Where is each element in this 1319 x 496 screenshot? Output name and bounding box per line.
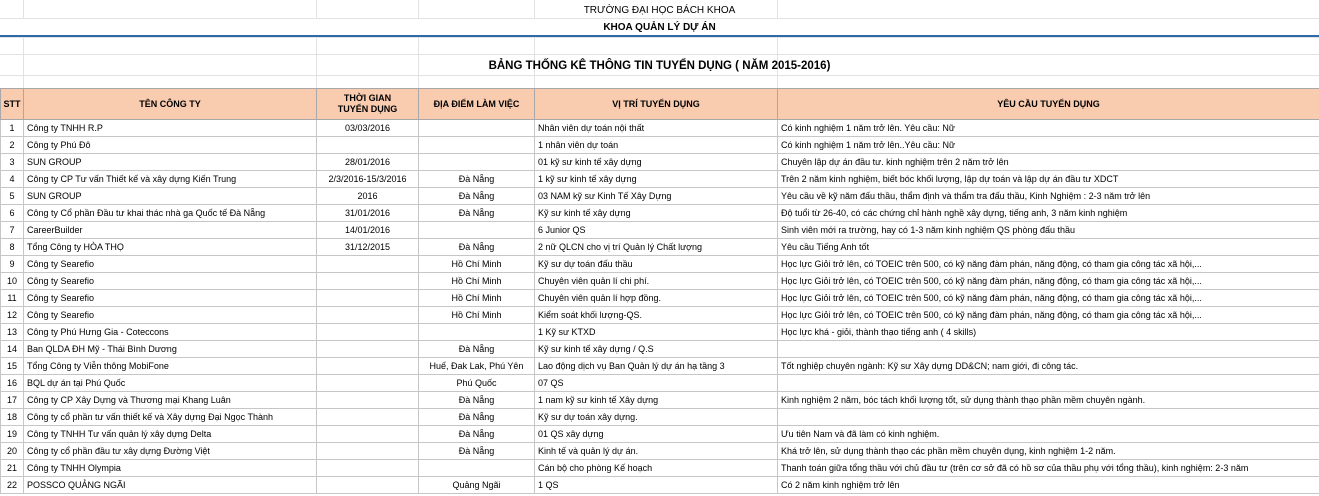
cell-requirement[interactable]: Yêu cầu Tiếng Anh tốt [778,239,1319,256]
cell-location[interactable] [419,154,535,171]
cell-requirement[interactable]: Có kinh nghiệm 1 năm trở lên..Yêu cầu: Nữ [778,137,1319,154]
cell-requirement[interactable]: Học lực Giỏi trở lên, có TOEIC trên 500, có kỹ năng đàm phán, năng động, có tham gia công tác xã hội,... [778,290,1319,307]
cell-stt[interactable]: 21 [1,460,24,477]
cell-requirement[interactable]: Yêu cầu về kỹ năm đấu thầu, thẩm định và thẩm tra đấu thầu, Kinh Nghiệm : 2-3 năm trở lên [778,188,1319,205]
cell-requirement[interactable]: Học lực Giỏi trở lên, có TOEIC trên 500, có kỹ năng đàm phán, năng động, có tham gia công tác xã hội,... [778,256,1319,273]
cell-stt[interactable]: 7 [1,222,24,239]
cell-location[interactable]: Đà Nẵng [419,239,535,256]
cell-location[interactable]: Đà Nẵng [419,392,535,409]
cell-location[interactable]: Huế, Đak Lak, Phú Yên [419,358,535,375]
cell-stt[interactable]: 17 [1,392,24,409]
cell-location[interactable] [419,120,535,137]
cell-requirement[interactable]: Sinh viên mới ra trường, hay có 1-3 năm kinh nghiệm QS phòng đấu thầu [778,222,1319,239]
table-row [1,205,1319,222]
cell-company[interactable]: BQL dự án tại Phú Quốc [24,375,317,392]
cell-time[interactable]: 14/01/2016 [317,222,419,239]
cell-location[interactable]: Hồ Chí Minh [419,273,535,290]
cell-time[interactable] [317,290,419,307]
cell-stt[interactable]: 12 [1,307,24,324]
cell-position[interactable]: Kỹ sư kinh tế xây dựng / Q.S [535,341,778,358]
cell-requirement[interactable]: Học lực khá - giỏi, thành thạo tiếng anh ( 4 skills) [778,324,1319,341]
table-row [1,239,1319,256]
cell-stt[interactable]: 19 [1,426,24,443]
cell-position[interactable]: Kỹ sư dự toán đấu thầu [535,256,778,273]
cell-position[interactable]: Kỹ sư dự toán xây dựng. [535,409,778,426]
cell-stt[interactable]: 4 [1,171,24,188]
cell-company[interactable]: Công ty TNHH R.P [24,120,317,137]
cell-stt[interactable]: 18 [1,409,24,426]
cell-location[interactable] [419,137,535,154]
col-header-stt[interactable]: STT [1,89,24,120]
cell-requirement[interactable]: Học lực Giỏi trở lên, có TOEIC trên 500, có kỹ năng đàm phán, năng động, có tham gia công tác xã hội,... [778,307,1319,324]
cell-position[interactable]: 03 NAM kỹ sư Kinh Tế Xây Dựng [535,188,778,205]
cell-stt[interactable]: 15 [1,358,24,375]
cell-company[interactable]: Công ty Searefio [24,273,317,290]
cell-requirement[interactable]: Tốt nghiệp chuyên ngành: Kỹ sư Xây dựng DD&CN; nam giới, đi công tác. [778,358,1319,375]
recruitment-table [0,88,1319,494]
cell-time[interactable] [317,358,419,375]
col-header-company[interactable]: TÊN CÔNG TY [24,89,317,120]
col-header-position[interactable]: VỊ TRÍ TUYỂN DỤNG [535,89,778,120]
table-row [1,154,1319,171]
cell-requirement[interactable]: Thanh toán giữa tổng thầu với chủ đầu tư (trên cơ sở đã có hồ sơ của thầu phụ với tổng thầu), kinh nghiệm: 2-3 năm [778,460,1319,477]
cell-location[interactable]: Đà Nẵng [419,426,535,443]
cell-position[interactable]: Nhân viên dự toán nội thất [535,120,778,137]
cell-position[interactable]: 01 QS xây dựng [535,426,778,443]
cell-stt[interactable]: 10 [1,273,24,290]
cell-company[interactable]: Tổng Công ty Viễn thông MobiFone [24,358,317,375]
table-row [1,256,1319,273]
table-row [1,358,1319,375]
cell-company[interactable]: Công ty cổ phần tư vấn thiết kế và Xây dựng Đại Ngọc Thành [24,409,317,426]
cell-requirement[interactable]: Chuyên lập dự án đầu tư. kinh nghiệm trên 2 năm trở lên [778,154,1319,171]
cell-company[interactable]: Công ty CP Xây Dựng và Thương mại Khang Luân [24,392,317,409]
cell-stt[interactable]: 9 [1,256,24,273]
cell-stt[interactable]: 13 [1,324,24,341]
table-row [1,460,1319,477]
cell-time[interactable] [317,375,419,392]
cell-location[interactable]: Quảng Ngãi [419,477,535,494]
cell-location[interactable]: Hồ Chí Minh [419,307,535,324]
cell-position[interactable]: 1 Kỹ sư KTXD [535,324,778,341]
cell-location[interactable]: Hồ Chí Minh [419,256,535,273]
cell-time[interactable]: 31/01/2016 [317,205,419,222]
cell-requirement[interactable] [778,409,1319,426]
cell-position[interactable]: Chuyên viên quản lí chi phí. [535,273,778,290]
cell-position[interactable]: 07 QS [535,375,778,392]
cell-time[interactable]: 28/01/2016 [317,154,419,171]
cell-stt[interactable]: 20 [1,443,24,460]
cell-location[interactable]: Đà Nẵng [419,443,535,460]
table-row [1,290,1319,307]
table-body [1,120,1319,494]
cell-position[interactable]: Kỹ sư kinh tế xây dựng [535,205,778,222]
cell-company[interactable]: Công ty Searefio [24,290,317,307]
cell-company[interactable]: Công ty TNHH Tư vấn quản lý xây dựng Delta [24,426,317,443]
cell-stt[interactable]: 3 [1,154,24,171]
cell-time[interactable] [317,460,419,477]
cell-position[interactable]: 6 Junior QS [535,222,778,239]
cell-company[interactable]: POSSCO QUẢNG NGÃI [24,477,317,494]
cell-requirement[interactable]: Học lực Giỏi trở lên, có TOEIC trên 500, có kỹ năng đàm phán, năng động, có tham gia công tác xã hội,... [778,273,1319,290]
cell-stt[interactable]: 14 [1,341,24,358]
cell-location[interactable] [419,222,535,239]
table-row [1,171,1319,188]
cell-requirement[interactable] [778,375,1319,392]
cell-company[interactable]: Công ty Searefio [24,307,317,324]
table-row [1,324,1319,341]
cell-stt[interactable]: 6 [1,205,24,222]
cell-requirement[interactable]: Có 2 năm kinh nghiệm trở lên [778,477,1319,494]
cell-company[interactable]: Công ty TNHH Olympia [24,460,317,477]
cell-position[interactable]: Chuyên viên quản lí hợp đồng. [535,290,778,307]
col-header-requirement[interactable]: YÊU CẦU TUYỂN DỤNG [778,89,1319,120]
cell-company[interactable]: Công ty Cổ phần Đầu tư khai thác nhà ga Quốc tế Đà Nẵng [24,205,317,222]
table-row [1,426,1319,443]
cell-time[interactable] [317,426,419,443]
cell-time[interactable]: 03/03/2016 [317,120,419,137]
cell-requirement[interactable]: Kinh nghiệm 2 năm, bóc tách khối lượng tốt, sử dụng thành thạo phần mềm chuyên ngành. [778,392,1319,409]
cell-company[interactable]: Công ty cổ phần đầu tư xây dựng Đường Việt [24,443,317,460]
cell-location[interactable] [419,324,535,341]
cell-time[interactable] [317,137,419,154]
cell-time[interactable]: 2/3/2016-15/3/2016 [317,171,419,188]
cell-time[interactable] [317,392,419,409]
school-name: TRƯỜNG ĐẠI HỌC BÁCH KHOA [583,5,736,16]
cell-location[interactable]: Đà Nẵng [419,409,535,426]
cell-requirement[interactable] [778,341,1319,358]
cell-requirement[interactable]: Trên 2 năm kinh nghiệm, biết bóc khối lượng, lập dự toán và lập dự án đầu tư XDCT [778,171,1319,188]
table-row [1,222,1319,239]
cell-position[interactable]: Lao động dịch vụ Ban Quản lý dự án hạ tầng 3 [535,358,778,375]
cell-time[interactable]: 31/12/2015 [317,239,419,256]
cell-time[interactable] [317,443,419,460]
cell-requirement[interactable]: Ưu tiên Nam và đã làm có kinh nghiệm. [778,426,1319,443]
cell-company[interactable]: CareerBuilder [24,222,317,239]
cell-requirement[interactable]: Có kinh nghiệm 1 năm trở lên. Yêu cầu: Nữ [778,120,1319,137]
cell-location[interactable]: Đà Nẵng [419,341,535,358]
cell-company[interactable]: SUN GROUP [24,188,317,205]
cell-company[interactable]: Công ty CP Tư vấn Thiết kế và xây dựng Kiến Trung [24,171,317,188]
cell-stt[interactable]: 8 [1,239,24,256]
cell-time[interactable] [317,341,419,358]
cell-stt[interactable]: 2 [1,137,24,154]
cell-position[interactable]: 1 nam kỹ sư kinh tế Xây dựng [535,392,778,409]
table-row [1,120,1319,137]
cell-stt[interactable]: 16 [1,375,24,392]
cell-time[interactable] [317,273,419,290]
header-row [1,89,1319,120]
cell-position[interactable]: 1 QS [535,477,778,494]
cell-stt[interactable]: 1 [1,120,24,137]
cell-location[interactable]: Hồ Chí Minh [419,290,535,307]
table-row [1,341,1319,358]
table-row [1,273,1319,290]
cell-time[interactable] [317,324,419,341]
cell-position[interactable]: Kiểm soát khối lượng-QS. [535,307,778,324]
cell-stt[interactable]: 11 [1,290,24,307]
cell-requirement[interactable]: Khá trở lên, sử dụng thành thạo các phần mềm chuyên dụng, kinh nghiệm 1-2 năm. [778,443,1319,460]
cell-company[interactable]: Công ty Phú Hưng Gia - Coteccons [24,324,317,341]
col-header-time[interactable]: THỜI GIAN TUYỂN DỤNG [317,89,419,120]
cell-position[interactable]: Cán bộ cho phòng Kế hoạch [535,460,778,477]
cell-requirement[interactable]: Độ tuổi từ 26-40, có các chứng chỉ hành nghề xây dựng, tiếng anh, 3 năm kinh nghiệm [778,205,1319,222]
table-row [1,409,1319,426]
cell-position[interactable]: 1 kỹ sư kinh tế xây dựng [535,171,778,188]
cell-company[interactable]: Tổng Công ty HÒA THỌ [24,239,317,256]
table-row [1,307,1319,324]
cell-stt[interactable]: 5 [1,188,24,205]
cell-stt[interactable]: 22 [1,477,24,494]
col-header-location[interactable]: ĐỊA ĐIỂM LÀM VIỆC [419,89,535,120]
cell-location[interactable]: Phú Quốc [419,375,535,392]
cell-company[interactable]: Ban QLDA ĐH Mỹ - Thái Bình Dương [24,341,317,358]
cell-time[interactable] [317,477,419,494]
cell-position[interactable]: 2 nữ QLCN cho vị trí Quản lý Chất lượng [535,239,778,256]
sheet-title: BẢNG THỐNG KÊ THÔNG TIN TUYỂN DỤNG ( NĂM 2015-2016) [488,60,831,72]
cell-position[interactable]: 01 kỹ sư kinh tế xây dựng [535,154,778,171]
cell-company[interactable]: Công ty Searefio [24,256,317,273]
table-row [1,375,1319,392]
cell-location[interactable] [419,460,535,477]
cell-location[interactable]: Đà Nẵng [419,188,535,205]
table-row [1,477,1319,494]
table-row [1,188,1319,205]
table-row [1,443,1319,460]
cell-time[interactable]: 2016 [317,188,419,205]
table-row [1,137,1319,154]
cell-location[interactable]: Đà Nẵng [419,171,535,188]
table-row [1,392,1319,409]
faculty-name: KHOA QUẢN LÝ DỰ ÁN [0,19,1319,37]
cell-location[interactable]: Đà Nẵng [419,205,535,222]
cell-time[interactable] [317,409,419,426]
cell-position[interactable]: Kinh tế và quản lý dự án. [535,443,778,460]
cell-company[interactable]: Công ty Phú Đô [24,137,317,154]
cell-time[interactable] [317,307,419,324]
cell-company[interactable]: SUN GROUP [24,154,317,171]
cell-position[interactable]: 1 nhân viên dự toán [535,137,778,154]
cell-time[interactable] [317,256,419,273]
